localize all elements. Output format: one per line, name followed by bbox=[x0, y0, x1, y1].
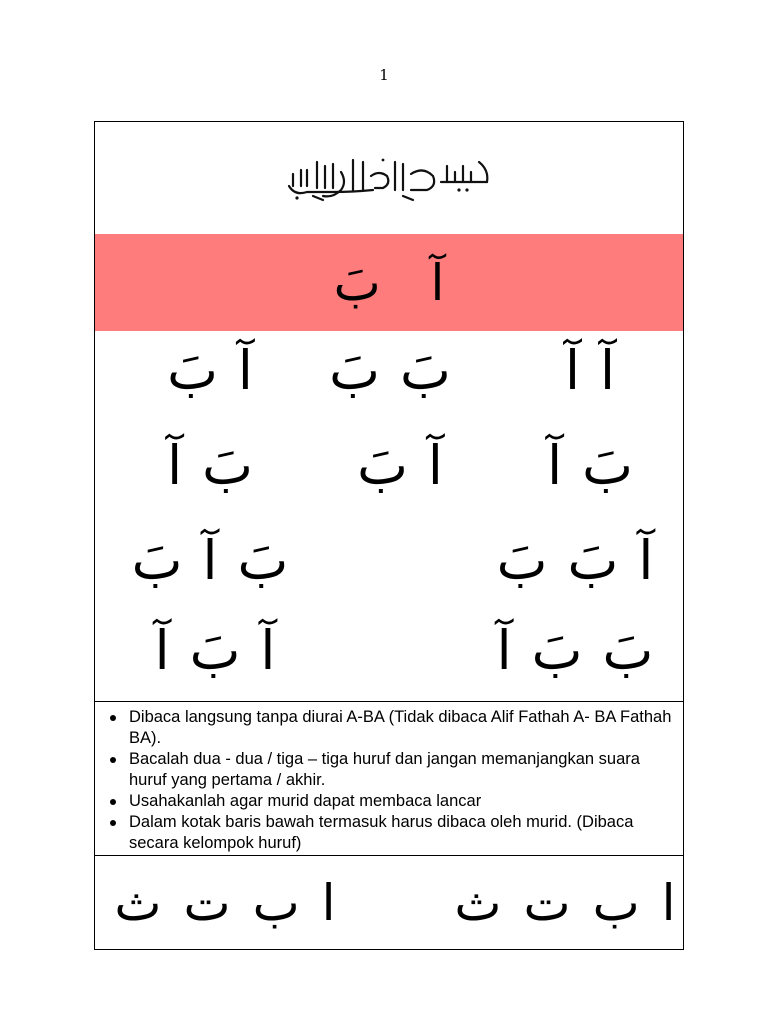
practice-letter: آ bbox=[202, 529, 218, 592]
practice-letter: بَ bbox=[329, 339, 380, 402]
practice-letter: بَ bbox=[167, 339, 218, 402]
basmalah-calligraphy-graphic bbox=[283, 152, 495, 204]
letter-group bbox=[455, 856, 675, 949]
letter-group bbox=[325, 426, 475, 506]
practice-letter: بَ bbox=[582, 434, 633, 497]
practice-letter: آ bbox=[496, 619, 512, 682]
practice-letter: بَ bbox=[202, 434, 253, 497]
basmalah-calligraphy bbox=[95, 122, 683, 234]
letter-group bbox=[475, 521, 675, 601]
group-letter: ب bbox=[592, 873, 640, 932]
practice-section bbox=[95, 331, 683, 701]
letter-group bbox=[115, 856, 335, 949]
practice-row bbox=[95, 331, 683, 411]
letter-group bbox=[475, 611, 675, 691]
letter-group bbox=[110, 521, 310, 601]
group-letter: ا bbox=[321, 873, 336, 932]
practice-row bbox=[95, 521, 683, 601]
practice-letter: بَ bbox=[602, 619, 654, 682]
instruction-item: Bacalah dua - dua / tiga – tiga huruf dan jangan memanjangkan suara huruf yang pertama / akhir. bbox=[129, 749, 675, 791]
group-letter: ت bbox=[183, 873, 231, 932]
letter-group bbox=[135, 331, 285, 411]
practice-letter: آ bbox=[260, 619, 276, 682]
page-number: 1 bbox=[379, 66, 389, 84]
group-letter: ث bbox=[114, 873, 162, 932]
header-letters-band bbox=[95, 234, 683, 331]
letter-group bbox=[515, 426, 665, 506]
practice-letter: بَ bbox=[400, 339, 451, 402]
letter-group bbox=[115, 611, 315, 691]
practice-letter: بَ bbox=[189, 619, 241, 682]
instruction-item: Usahakanlah agar murid dapat membaca lancar bbox=[129, 791, 675, 812]
lesson-frame bbox=[94, 121, 684, 950]
practice-letter: آ bbox=[427, 434, 443, 497]
header-letters: آ بَ bbox=[333, 253, 445, 312]
practice-letter: آ bbox=[600, 339, 616, 402]
practice-letter: بَ bbox=[496, 529, 548, 592]
instruction-item: Dibaca langsung tanpa diurai A-BA (Tidak dibaca Alif Fathah A- BA Fathah BA). bbox=[129, 707, 675, 749]
practice-letter: آ bbox=[564, 339, 580, 402]
instructions-section bbox=[95, 702, 683, 855]
practice-row bbox=[95, 426, 683, 506]
group-letter: ت bbox=[523, 873, 571, 932]
letter-group bbox=[135, 426, 285, 506]
instructions-list bbox=[95, 702, 683, 854]
practice-row bbox=[95, 611, 683, 691]
practice-letter: بَ bbox=[131, 529, 183, 592]
practice-letter: بَ bbox=[237, 529, 289, 592]
practice-letter: آ bbox=[237, 339, 253, 402]
practice-letter: آ bbox=[547, 434, 563, 497]
group-letter: ا bbox=[661, 873, 676, 932]
practice-letter: بَ bbox=[567, 529, 619, 592]
group-letter: ث bbox=[454, 873, 502, 932]
letter-group bbox=[315, 331, 465, 411]
letter-groups-row bbox=[95, 856, 683, 949]
practice-letter: آ bbox=[638, 529, 654, 592]
practice-letter: آ bbox=[154, 619, 170, 682]
practice-letter: بَ bbox=[357, 434, 408, 497]
practice-letter: آ bbox=[167, 434, 183, 497]
practice-letter: بَ bbox=[531, 619, 583, 682]
letter-group bbox=[515, 331, 665, 411]
instruction-item: Dalam kotak baris bawah termasuk harus dibaca oleh murid. (Dibaca secara kelompok huruf) bbox=[129, 812, 675, 854]
group-letter: ب bbox=[252, 873, 300, 932]
